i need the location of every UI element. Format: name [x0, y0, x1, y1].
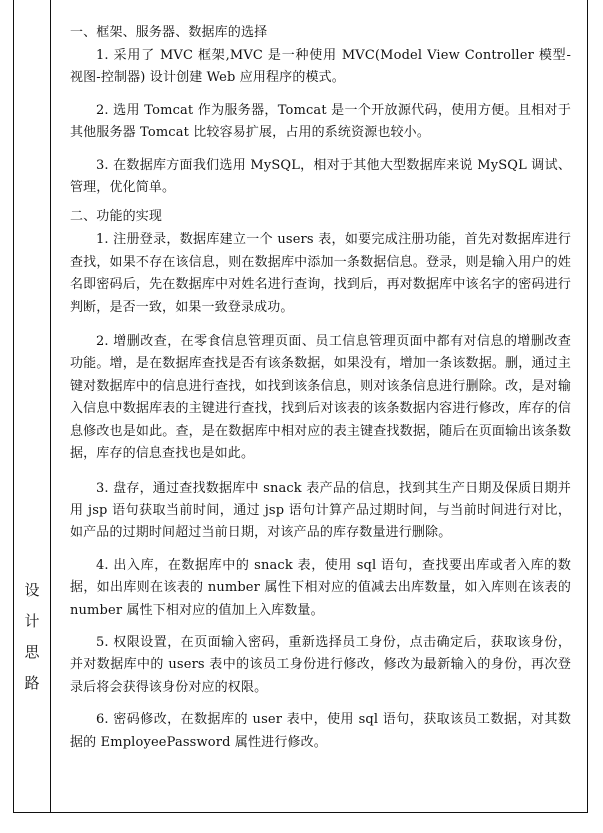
- paragraph: 3. 在数据库方面我们选用 MySQL，相对于其他大型数据库来说 MySQL 调试、管理，优化简单。: [70, 157, 571, 196]
- row-label-char: 设: [24, 581, 40, 599]
- paragraph: 4. 出入库，在数据库中的 snack 表，使用 sql 语句，查找要出库或者入库的数据，如出库则在该表的 number 属性下相对应的值减去出库数量，如入库则在该表的 number 属性下相对应的值加上入库数量。: [70, 557, 571, 618]
- row-label-char: 路: [24, 674, 40, 692]
- content-cell: [51, 0, 587, 812]
- paragraph: 2. 增删改查，在零食信息管理页面、员工信息管理页面中都有对信息的增删改查功能。增，是在数据库查找是否有该条数据，如果没有，增加一条该数据。删，通过主键对数据库中的信息进行查找，如找到该条信息，则对该条信息进行删除。改，是对输入信息中数据库表的主键进行查找，找到后对该表的该条数据内容进行修改，库存的信息修改也是如此。查，是在数据库中相对应的表主键查找数据，随后在页面输出该条数据，库存的信息查找也是如此。: [70, 334, 571, 462]
- section-heading: 二、功能的实现: [70, 209, 163, 225]
- paragraph: 5. 权限设置，在页面输入密码，重新选择员工身份，点击确定后，获取该身份，并对数据库中的 users 表中的该员工身份进行修改，修改为最新输入的身份，再次登录后将会获得该身份对应的权限。: [70, 634, 571, 695]
- section-heading: 一、框架、服务器、数据库的选择: [70, 25, 268, 40]
- paragraph: 6. 密码修改，在数据库的 user 表中，使用 sql 语句，获取该员工数据，对其数据的 EmployeePassword 属性进行修改。: [70, 712, 571, 750]
- paragraph: 2. 选用 Tomcat 作为服务器，Tomcat 是一个开放源代码，使用方便。且相对于其他服务器 Tomcat 比较容易扩展，占用的系统资源也较小。: [70, 102, 571, 141]
- row-label: [14, 575, 50, 699]
- paragraph: 1. 采用了 MVC 框架,MVC 是一种使用 MVC(Model View Controller 模型-视图-控制器) 设计创建 Web 应用程序的模式。: [70, 48, 571, 86]
- paragraph: 3. 盘存，通过查找数据库中 snack 表产品的信息，找到其生产日期及保质日期并用 jsp 语句获取当前时间，通过 jsp 语句计算产品过期时间，与当前时间进行对比，如产品的过期时间超过当前日期，对该产品的库存数量进行删除。: [70, 480, 571, 541]
- design-table: [13, 0, 588, 813]
- row-label-cell: [14, 0, 51, 812]
- paragraph: 1. 注册登录，数据库建立一个 users 表，如要完成注册功能，首先对数据库进行查找，如果不存在该信息，则在数据库中添加一条数据信息。登录，则是输入用户的姓名即密码后，先在数据库中对姓名进行查询，找到后，再对数据库中该名字的密码进行判断，是否一致，如果一致登录成功。: [70, 232, 571, 315]
- row-label-char: 计: [24, 612, 40, 630]
- row-label-char: 思: [24, 643, 40, 661]
